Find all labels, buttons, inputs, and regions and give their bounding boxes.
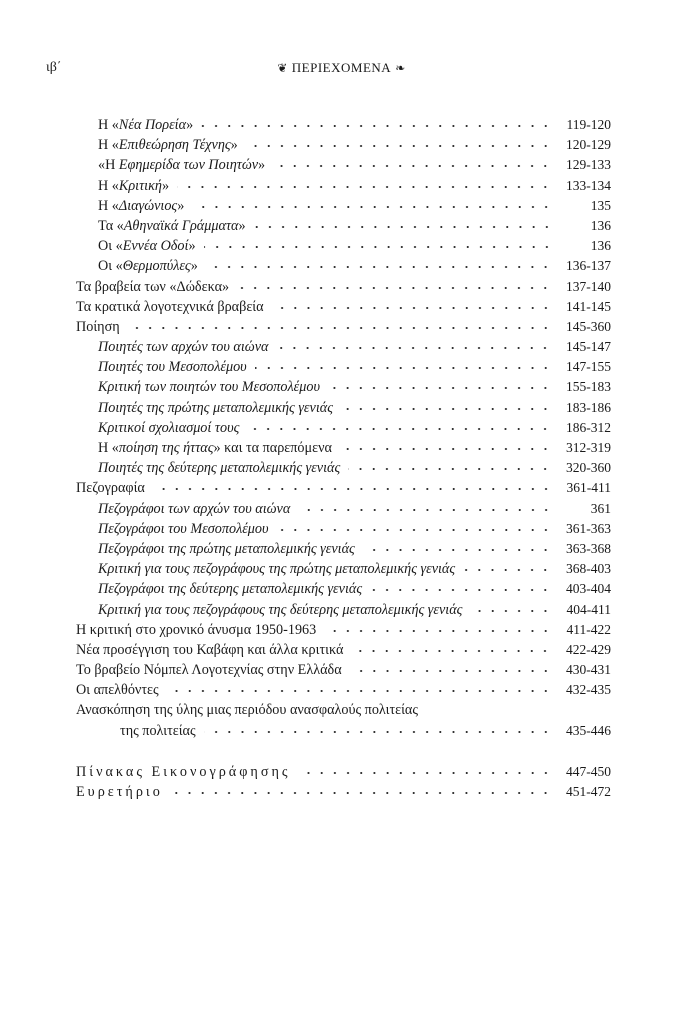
title-post: »: [258, 157, 266, 174]
toc-entry: [76, 559, 611, 579]
toc-entry-pages: 119-120: [566, 117, 611, 132]
toc-entry-title: [98, 579, 362, 599]
title-pre: Η κριτική στο χρονικό άνυσμα 1950-1963: [76, 621, 317, 638]
toc-entry-title: [76, 782, 163, 802]
dot-leader: [247, 427, 552, 431]
page-number: ιβ΄: [46, 60, 62, 75]
title-it: Κριτική για τους πεζογράφους της πρώτης μεταπολεμικής γενιάς: [98, 561, 456, 578]
toc-entry-pages: 120-129: [566, 137, 611, 153]
dot-leader: [171, 791, 552, 795]
toc-entry-title: [76, 620, 316, 640]
title-post: »: [186, 117, 194, 133]
toc-entry-title: [98, 337, 268, 357]
toc-entry-pages: 145-360: [566, 318, 611, 334]
title-post: »: [177, 197, 185, 214]
toc-entry: [76, 579, 611, 599]
toc-entry-title: [120, 721, 196, 741]
title-it: Ποιητές της πρώτης μεταπολεμικής γενιάς: [98, 399, 333, 416]
title-it: Πεζογράφοι της πρώτης μεταπολεμικής γενιάς: [98, 540, 355, 557]
toc-entry: [76, 297, 611, 317]
toc-entry-title: [98, 256, 198, 276]
running-header-title: ΠΕΡΙΕΧΟΜΕΝΑ: [291, 60, 392, 75]
toc-entry-pages: 447-450: [566, 763, 611, 779]
toc-entry-pages: 361: [590, 500, 611, 516]
ornament-right-icon: ❧: [395, 61, 406, 75]
toc-entry-title: [98, 600, 462, 620]
title-post: »: [188, 238, 196, 255]
title-it: Εφημερίδα των Ποιητών: [118, 157, 259, 174]
title-pre: Ποίηση: [76, 318, 120, 335]
dot-leader: [299, 771, 552, 775]
toc-entry-title: [98, 519, 269, 539]
toc-entry-pages: 141-145: [566, 298, 611, 314]
toc-entry: [76, 357, 611, 377]
toc-entry: [76, 176, 611, 196]
toc-entry-pages: 312-319: [566, 440, 611, 455]
toc-entry-title: [76, 700, 418, 720]
toc-entry-title: [98, 418, 239, 438]
toc-entry: [76, 539, 611, 559]
dot-leader: [204, 730, 552, 734]
toc-entry: [76, 317, 611, 337]
toc-entry-pages: 183-186: [566, 399, 611, 415]
toc-entry-pages: 403-404: [566, 581, 611, 597]
title-it: Θερμοπύλες: [122, 258, 191, 275]
title-pre: Οι απελθόντες: [76, 682, 159, 699]
toc-entry-title: [98, 176, 169, 196]
toc-entry-title: [98, 155, 265, 175]
dot-leader: [363, 548, 552, 552]
dot-leader: [153, 487, 553, 491]
toc-entry-title: [98, 216, 246, 236]
toc-entry-pages: 361-363: [566, 520, 611, 536]
title-pre: Η «: [98, 177, 119, 194]
title-it: Κριτικοί σχολιασμοί τους: [98, 419, 240, 436]
toc-entry: [76, 398, 611, 418]
toc-entry: [76, 458, 611, 478]
title-pre: Ανασκόπηση της ύλης μιας περιόδου ανασφαλούς πολιτείας: [76, 702, 418, 719]
title-pre: της πολιτείας: [120, 722, 196, 739]
toc-entry-title: [98, 458, 340, 478]
toc-entry-pages: 320-360: [566, 460, 611, 476]
toc-entry-pages: 404-411: [566, 601, 611, 617]
toc-entry-title: [98, 499, 290, 519]
dot-leader: [324, 629, 552, 633]
dot-leader: [246, 144, 552, 148]
title-it: Πεζογράφοι της δεύτερης μεταπολεμικής γενιάς: [98, 581, 363, 598]
dot-leader: [470, 609, 552, 613]
dot-leader: [298, 508, 553, 512]
toc-entry: [76, 135, 611, 155]
title-pre: Οι «: [98, 238, 123, 255]
title-pre: «Η: [98, 157, 119, 174]
dot-leader: [350, 669, 552, 673]
toc-entry-pages: 155-183: [566, 379, 611, 395]
toc-entry-pages: 135: [590, 197, 611, 213]
dot-leader: [206, 265, 552, 269]
dot-leader: [426, 709, 553, 713]
toc-entry: [76, 115, 611, 135]
title-pre: Τα βραβεία των «Δώδεκα»: [76, 278, 230, 295]
title-post: »: [190, 258, 198, 275]
dot-leader: [167, 689, 552, 693]
dot-leader: [255, 366, 552, 370]
toc-entry-pages: 361-411: [566, 480, 611, 496]
toc-entry: [76, 640, 611, 660]
toc-entry-pages: 136-137: [566, 258, 611, 274]
toc-entry-pages: 435-446: [566, 722, 611, 738]
toc-entry: [76, 478, 611, 498]
toc-entry-pages: 411-422: [566, 621, 611, 637]
title-it: Εννέα Οδοί: [122, 238, 189, 255]
toc-entry-title: [98, 377, 320, 397]
toc-entry-title: [98, 539, 355, 559]
dot-leader: [463, 568, 552, 572]
title-it: Κριτική των ποιητών του Μεσοπολέμου: [98, 379, 320, 396]
title-pre: Η «: [98, 440, 119, 456]
toc-entry: [76, 236, 611, 256]
toc-entry-pages: 430-431: [566, 662, 611, 678]
toc-entry-pages: 136: [590, 217, 611, 233]
title-pre: Τα κρατικά λογοτεχνικά βραβεία: [76, 298, 264, 315]
title-pre: Πεζογραφία: [76, 480, 145, 497]
toc-entry-pages: 368-403: [566, 561, 611, 577]
dot-leader: [177, 185, 552, 189]
toc-entry: [76, 519, 611, 539]
toc-entry: [76, 600, 611, 620]
dot-leader: [254, 225, 553, 229]
toc-entry-title: [76, 478, 145, 498]
dot-leader: [370, 588, 552, 592]
toc-entry: [76, 216, 611, 236]
toc-entry: [76, 721, 611, 741]
toc-entry: [76, 438, 611, 458]
toc-entry-title: [98, 196, 184, 216]
dot-leader: [277, 528, 552, 532]
title-it: Ποιητές του Μεσοπολέμου: [98, 359, 247, 376]
toc-entry: [76, 620, 611, 640]
dot-leader: [201, 124, 552, 128]
title-pre: Οι «: [98, 258, 123, 275]
title-pre: Ευρετήριο: [76, 784, 163, 800]
toc-entry: [76, 418, 611, 438]
title-pre: Τα «: [98, 217, 124, 234]
dot-leader: [276, 346, 552, 350]
toc-entry-title: [98, 135, 238, 155]
toc-entry: [76, 782, 611, 802]
toc-entry: [76, 377, 611, 397]
dot-leader: [204, 245, 553, 249]
toc-entry-pages: 422-429: [566, 641, 611, 657]
toc-entry-title: [76, 640, 343, 660]
running-header: [0, 60, 683, 76]
toc-entry-pages: 147-155: [566, 359, 611, 375]
toc-entry: [76, 660, 611, 680]
dot-leader: [328, 386, 552, 390]
dot-leader: [273, 164, 552, 168]
title-post: »: [161, 177, 170, 194]
toc-entry: [76, 700, 611, 720]
toc-entry: [76, 680, 611, 700]
title-it: Νέα Πορεία: [118, 117, 187, 133]
toc-entry-title: [76, 297, 264, 317]
dot-leader: [341, 407, 552, 411]
table-of-contents: [76, 115, 611, 802]
title-post: »: [238, 217, 246, 234]
title-it: Πεζογράφοι των αρχών του αιώνα: [98, 500, 291, 517]
dot-leader: [348, 467, 552, 471]
toc-entry-title: [76, 680, 159, 700]
toc-entry-title: [76, 762, 291, 782]
toc-entry-pages: 432-435: [566, 682, 611, 698]
title-it: Επιθεώρηση Τέχνης: [118, 137, 231, 154]
toc-entry-title: [98, 236, 196, 256]
toc-entry-pages: 145-147: [566, 339, 611, 355]
title-pre: Η «: [98, 137, 119, 154]
toc-entry-title: [98, 438, 332, 458]
title-post: » και τα παρεπόμενα: [213, 440, 332, 456]
title-post: »: [230, 137, 238, 154]
title-it: Διαγώνιος: [118, 197, 178, 214]
toc-entry: [76, 155, 611, 175]
title-pre: Νέα προσέγγιση του Καβάφη και άλλα κριτικά: [76, 641, 344, 658]
toc-entry-pages: 137-140: [566, 278, 611, 294]
title-it: Ποιητές της δεύτερης μεταπολεμικής γενιάς: [98, 460, 341, 477]
title-it: ποίηση της ήττας: [118, 440, 214, 456]
dot-leader: [128, 326, 552, 330]
title-it: Πεζογράφοι του Μεσοπολέμου: [98, 520, 269, 537]
toc-entry: [76, 277, 611, 297]
toc-entry: [76, 337, 611, 357]
toc-entry-pages: 136: [590, 238, 611, 254]
toc-entry-title: [76, 660, 342, 680]
dot-leader: [351, 649, 552, 653]
toc-entry-title: [98, 357, 247, 377]
toc-entry-title: [98, 559, 455, 579]
title-pre: Η «: [98, 117, 119, 133]
toc-entry-title: [98, 115, 193, 135]
toc-entry-title: [76, 317, 120, 337]
title-pre: Η «: [98, 197, 119, 214]
dot-leader: [340, 447, 552, 451]
toc-entry-pages: 451-472: [566, 784, 611, 799]
toc-entry: [76, 499, 611, 519]
dot-leader: [237, 286, 552, 290]
toc-entry-pages: 133-134: [566, 177, 611, 193]
dot-leader: [272, 306, 552, 310]
toc-entry: [76, 762, 611, 782]
title-it: Αθηναϊκά Γράμματα: [123, 217, 239, 234]
toc-entry-title: [76, 277, 229, 297]
title-pre: Το βραβείο Νόμπελ Λογοτεχνίας στην Ελλάδα: [76, 662, 342, 679]
title-it: Κριτική: [118, 177, 162, 194]
toc-entry: [76, 196, 611, 216]
dot-leader: [192, 205, 553, 209]
title-it: Ποιητές των αρχών του αιώνα: [98, 339, 269, 356]
toc-entry-pages: 129-133: [566, 157, 611, 173]
title-it: Κριτική για τους πεζογράφους της δεύτερης μεταπολεμικής γενιάς: [98, 601, 463, 618]
toc-entry-pages: 186-312: [566, 419, 611, 435]
toc-entry: [76, 256, 611, 276]
toc-entry-title: [98, 398, 333, 418]
toc-entry-pages: 363-368: [566, 540, 611, 556]
ornament-left-icon: ❦: [277, 61, 288, 75]
title-pre: Πίνακας Εικονογράφησης: [76, 763, 291, 780]
